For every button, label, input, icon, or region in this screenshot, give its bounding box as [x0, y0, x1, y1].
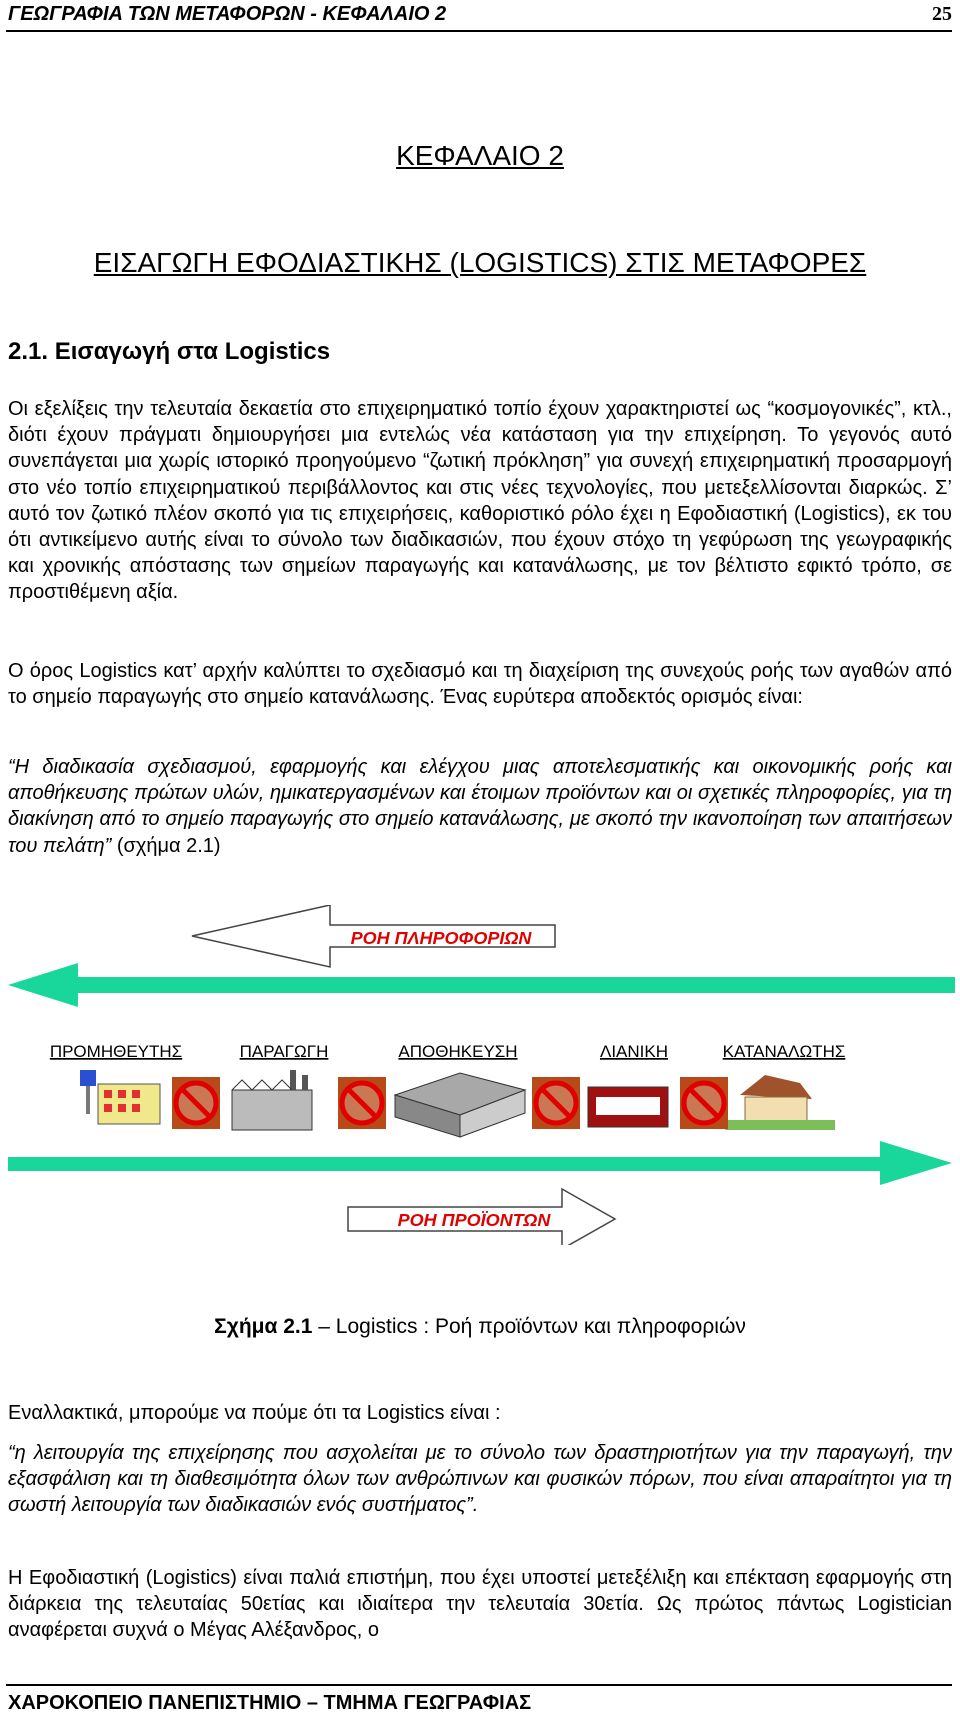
product-flow-label: ΡΟΗ ΠΡΟΪΟΝΤΩΝ — [397, 1210, 551, 1230]
barrier-icon — [680, 1077, 728, 1129]
paragraph-alternative-quote — [8, 1440, 952, 1519]
caption-text: – Logistics : Ροή προϊόντων και πληροφοριών — [312, 1315, 746, 1338]
stage-label-supplier: ΠΡΟΜΗΘΕΥΤΗΣ — [49, 1042, 183, 1061]
figure-reference: (σχήμα 2.1) — [111, 834, 221, 857]
paragraph-intro: Οι εξελίξεις την τελευταία δεκαετία στο επιχειρηματικό τοπίο έχουν χαρακτηριστεί ως “κοσμογονικές”, κτλ., διότι έχουν πράγματι δημιουργήσει μια εντελώς νέα κατάσταση για την επιχείρηση. Το γεγονός αυτό συνεπάγεται μια χωρίς ιστορικό προηγούμενο “ζωτική πρόκληση” για συνεχή επιχειρηματική προσαρμογή στο νέο τοπίο επιχειρηματικού περιβάλλοντος και στις νέες τεχνολογίες, που μετεξελλίσονται διαρκώς. Σ’ αυτό τον ζωτικό πλέον σκοπό για τις επιχειρήσεις, καθοριστικό ρόλο έχει η Εφοδιαστική (Logistics), εκ του ότι αντικείμενο αυτής είναι το σύνολο των διαδικασιών, που έχουν στόχο τη γεφύρωση της γεωγραφικής και χρονικής απόστασης των σημείων παραγωγής και κατανάλωσης, με τον βέλτιστο εφικτό τρόπο, σε προστιθέμενη αξία. — [8, 398, 952, 604]
upper-green-arrow — [8, 963, 955, 1007]
section-heading: 2.1. Εισαγωγή στα Logistics — [8, 338, 331, 365]
page-number: 25 — [932, 3, 952, 25]
barrier-icon — [172, 1077, 220, 1129]
supplier-icon — [80, 1070, 160, 1124]
footer-text: ΧΑΡΟΚΟΠΕΙΟ ΠΑΝΕΠΙΣΤΗΜΙΟ – ΤΜΗΜΑ ΓΕΩΓΡΑΦΙΑΣ — [8, 1692, 532, 1714]
stage-label-storage: ΑΠΟΘΗΚΕΥΣΗ — [398, 1042, 518, 1061]
chapter-label: ΚΕΦΑΛΑΙΟ 2 — [396, 140, 564, 171]
barrier-icon — [338, 1077, 386, 1129]
house-icon — [725, 1075, 835, 1130]
running-footer — [6, 1684, 952, 1718]
caption-label: Σχήμα 2.1 — [214, 1315, 313, 1338]
factory-icon — [232, 1070, 312, 1130]
stage-label-retail: ΛΙΑΝΙΚΗ — [599, 1042, 669, 1061]
info-flow-label: ΡΟΗ ΠΛΗΡΟΦΟΡΙΩΝ — [350, 928, 532, 948]
lower-green-arrow — [8, 1141, 952, 1185]
alternative-quote: “η λειτουργία της επιχείρησης που ασχολείται με το σύνολο των δραστηριοτήτων για την παραγωγή, την εξασφάλιση και τη διαθεσιμότητα όλων των ανθρώπινων και φυσικών πόρων, που είναι απαραίτητοι για τη σωστή λειτουργία των διαδικασιών ενός συστήματος”. — [8, 1442, 952, 1517]
running-header — [6, 0, 952, 32]
paragraph-definition-intro: Ο όρος Logistics κατ’ αρχήν καλύπτει το σχεδιασμό και τη διαχείριση της συνεχούς ροής των αγαθών από το σημείο παραγωγής στο σημείο κατανάλωσης. Ένας ευρύτερα αποδεκτός ορισμός είναι: — [8, 660, 952, 709]
stage-label-production: ΠΑΡΑΓΩΓΗ — [239, 1042, 329, 1061]
barrier-icon — [532, 1077, 580, 1129]
paragraph-history: Η Εφοδιαστική (Logistics) είναι παλιά επιστήμη, που έχει υποστεί μετεξέλιξη και επέκταση εφαρμογής στη διάρκεια της τελευταίας 50ετίας και ιδιαίτερα την τελευταία 30ετία. Ως πρώτος πάντως Logistician αναφέρεται συχνά ο Μέγας Αλέξανδρος, ο — [8, 1567, 952, 1642]
paragraph-definition-quote — [8, 754, 952, 859]
paragraph-alternative-intro: Εναλλακτικά, μπορούμε να πούμε ότι τα Logistics είναι : — [8, 1402, 501, 1424]
retail-shop-icon — [588, 1087, 668, 1127]
chapter-title: ΕΙΣΑΓΩΓΗ ΕΦΟΔΙΑΣΤΙΚΗΣ (LOGISTICS) ΣΤΙΣ ΜΕΤΑΦΟΡΕΣ — [93, 247, 867, 278]
warehouse-icon — [395, 1073, 525, 1137]
figure-caption — [0, 1315, 960, 1339]
logistics-flow-figure — [0, 905, 960, 1245]
definition-quote: “Η διαδικασία σχεδιασμού, εφαρμογής και ελέγχου μιας αποτελεσματικής και οικονομικής ροής και αποθήκευσης πρώτων υλών, ημικατεργασμένων και έτοιμων προϊόντων και οι σχετικές πληροφορίες, για τη διακίνηση από το σημείο παραγωγής στο σημείο κατανάλωσης, με σκοπό την ικανοποίηση των απαιτήσεων του πελάτη” — [8, 756, 952, 857]
stage-label-consumer: ΚΑΤΑΝΑΛΩΤΗΣ — [722, 1042, 846, 1061]
header-title: ΓΕΩΓΡΑΦΙΑ ΤΩΝ ΜΕΤΑΦΟΡΩΝ - ΚΕΦΑΛΑΙΟ 2 — [8, 3, 447, 25]
